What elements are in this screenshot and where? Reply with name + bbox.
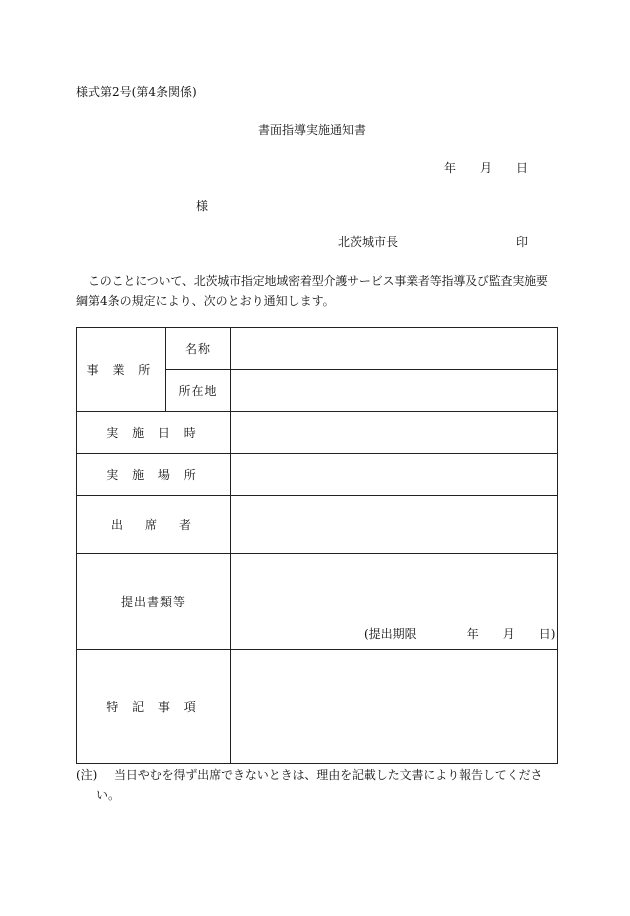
remarks-field[interactable]: [231, 650, 558, 764]
attendees-label: 出 席 者: [77, 496, 231, 554]
office-name-field[interactable]: [231, 328, 558, 370]
remarks-label: 特 記 事 項: [77, 650, 231, 764]
body-text-line-1: このことについて、北茨城市指定地域密着型介護サービス事業者等指導及び監査実施要: [88, 274, 548, 288]
issuer-seal: 印: [516, 235, 529, 249]
form-number: 様式第2号(第4条関係): [76, 85, 197, 99]
date-month-label: 月: [480, 161, 493, 175]
deadline-month: 月: [502, 627, 515, 641]
office-label: 事 業 所: [77, 328, 166, 412]
office-address-field[interactable]: [231, 370, 558, 412]
deadline-day: 日): [538, 627, 556, 641]
document-title: 書面指導実施通知書: [258, 123, 367, 137]
recipient-suffix: 様: [196, 199, 209, 213]
documents-field[interactable]: [231, 554, 558, 650]
notice-form-table: [76, 327, 558, 764]
deadline-year: 年: [466, 627, 479, 641]
submission-deadline: [364, 625, 555, 642]
place-label: 実 施 場 所: [77, 454, 231, 496]
datetime-label: 実 施 日 時: [77, 412, 231, 454]
attendees-field[interactable]: [231, 496, 558, 554]
office-name-label: 名称: [166, 328, 231, 370]
place-field[interactable]: [231, 454, 558, 496]
documents-label: 提出書類等: [77, 554, 231, 650]
note-line-2: い。: [96, 788, 121, 802]
datetime-field[interactable]: [231, 412, 558, 454]
date-year-label: 年: [444, 161, 457, 175]
body-text-line-2: 綱第4条の規定により、次のとおり通知します。: [76, 294, 335, 308]
deadline-open: (提出期限: [364, 627, 417, 641]
note-line-1: 当日やむを得ず出席できないときは、理由を記載した文書により報告してくださ: [114, 768, 543, 782]
office-address-label: 所在地: [166, 370, 231, 412]
note-prefix: (注): [76, 768, 98, 782]
date-day-label: 日: [516, 161, 529, 175]
issuer-name: 北茨城市長: [338, 235, 399, 249]
